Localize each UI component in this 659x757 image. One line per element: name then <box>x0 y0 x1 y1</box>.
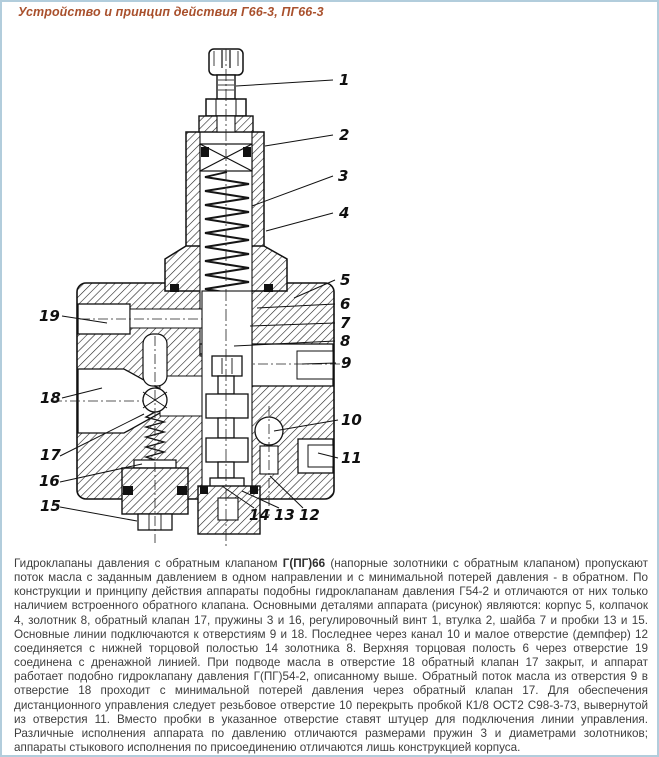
article-text-before: Гидроклапаны давления с обратным клапаном <box>14 557 283 570</box>
valve-drawing <box>2 46 659 554</box>
port-9-outlet <box>240 344 346 386</box>
callout-10: 10 <box>341 411 362 429</box>
callout-5: 5 <box>340 271 351 289</box>
callout-13: 13 <box>274 506 295 524</box>
callout-16: 16 <box>39 472 60 490</box>
callout-14: 14 <box>249 506 270 524</box>
page-title: Устройство и принцип действия Г66-3, ПГ66-3 <box>18 5 324 19</box>
callout-15: 15 <box>40 497 61 515</box>
callout-6: 6 <box>340 295 351 313</box>
callout-17: 17 <box>40 446 61 464</box>
callout-12: 12 <box>299 506 320 524</box>
article-paragraph <box>14 557 648 755</box>
callout-1: 1 <box>339 71 350 89</box>
callout-4: 4 <box>339 204 350 222</box>
valve-cross-section-figure <box>2 46 659 554</box>
article-text-after: (напорные золотники с обратным клапаном) пропускают поток масла с заданным давлением в одном направлении и с минимальной потерей давления - в обратном. По конструкции и принципу действия аппараты подобны гидроклапанам давления Г54-2 и отличаются от них только наличием встроенного обратного клапана. Основными деталями аппарата (рисунок) являются: корпус 5, колпачок 4, золотник 8, обратный клапан 17, пружины 3 и 16, регулировочный винт 1, втулка 2, шайба 7 и пробки 13 и 15. Основные линии подключаются к отверстиям 9 и 18. Последнее через канал 10 и малое отверстие (демпфер) 12 соединяется с нижней торцовой полостью 14 золотника 8. Верхняя торцовая полость 6 через отверстие 19 соединена с дренажной линией. При подводе масла в отверстие 18 обратный клапан 17 закрыт, и аппарат работает подобно гидроклапану давления Г(ПГ)54-2, описанному выше. Обратный поток масла из отверстия 9 в отверстие 18 проходит с минимальной потерей давления через обратный клапан 17. Для обеспечения дистанционного управления следует резьбовое отверстие 10 перекрыть пробкой К1/8 ОСТ2 С98-3-73, вывернутой из отверстия 11. Вместо пробки в указанное отверстие ставят штуцер для подключения линии управления. Различные исполнения аппарата по давлению отличаются размерами пружин 3 и диаметрами золотников; аппараты стыкового исполнения по присоединению отличаются лишь конструкцией корпуса. <box>14 557 648 755</box>
callout-18: 18 <box>40 389 61 407</box>
callout-3: 3 <box>338 167 349 185</box>
article-text-bold: Г(ПГ)66 <box>282 557 326 570</box>
callout-9: 9 <box>341 354 352 372</box>
callout-19: 19 <box>39 307 60 325</box>
callout-11: 11 <box>341 449 362 467</box>
callout-2: 2 <box>339 126 350 144</box>
callout-8: 8 <box>340 332 351 350</box>
callout-7: 7 <box>340 314 351 332</box>
